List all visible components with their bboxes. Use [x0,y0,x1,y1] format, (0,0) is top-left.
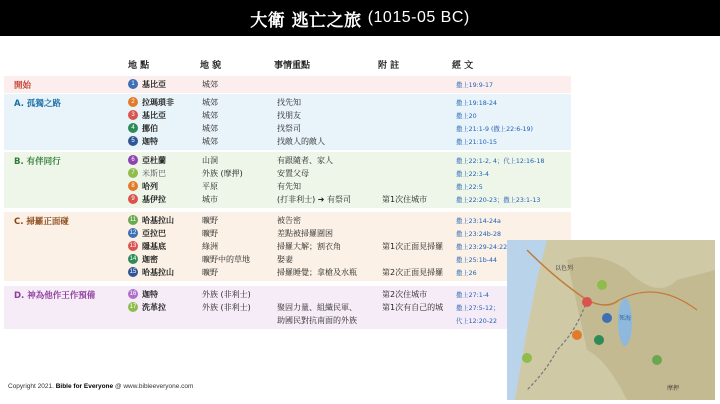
place-name: 哈基拉山 [142,216,174,225]
territory-cell: 曠野中的草地 [202,255,250,264]
scripture-ref[interactable]: 撒上21:1-9 (撒上22:6-19) [456,126,533,133]
stop-number-badge: 15 [129,269,137,275]
table-row [4,135,571,148]
place-name: 哈列 [142,182,158,191]
stop-number-badge: 17 [129,304,137,310]
territory-cell: 城郊 [202,111,218,120]
section-4 [4,286,571,329]
section-label: B. 有伴同行 [14,157,61,167]
table-row [4,78,571,91]
scripture-ref[interactable]: 撒上19:18-24 [456,100,498,107]
header-note: 附 註 [378,61,400,71]
place-name: 亞拉巴 [142,229,166,238]
territory-cell: 城郊 [202,137,218,146]
territory-cell: 外族 (非利士) [202,303,251,312]
territory-cell: 曠野 [202,229,218,238]
event-cell: 有先知 [277,182,301,191]
event-cell: 差點被掃羅圍困 [277,229,333,238]
place-name: 迦特 [142,290,158,299]
section-3 [4,212,574,281]
event-cell: 被告密 [277,216,301,225]
event-cell: 掃羅大解；割衣角 [277,242,341,251]
stop-number-badge: 4 [128,123,138,133]
territory-cell: 曠野 [202,216,218,225]
event-cell: 找敵人的敵人 [277,137,325,146]
table-row [4,253,571,266]
scripture-ref[interactable]: 撒上21:10-15 [456,139,498,146]
stop-number-badge: 7 [128,168,138,178]
footer-site: @ www.bibleeveryone.com [114,383,194,390]
place-name: 哈基拉山 [142,268,174,277]
note-cell: 第2次住城市 [382,290,428,299]
footer-copyright: Copyright 2021. [8,383,54,390]
route-map [507,240,715,400]
place-name: 基伊拉 [142,195,166,204]
stop-number-badge: 9 [128,194,138,204]
event-cell: 安置父母 [277,169,309,178]
territory-cell: 綠洲 [202,242,218,251]
table-row [4,167,571,180]
section-label: D. 神為他作王作預備 [14,291,96,301]
scripture-ref[interactable]: 撒上27:1-4 [456,292,490,299]
note-cell: 第1次有自己的城 [382,303,444,312]
table-row [4,96,571,109]
stop-number-badge: 6 [128,155,138,165]
event-cell: 有跟隨者、家人 [277,156,333,165]
scripture-ref[interactable]: 撒上22:3-4 [456,171,490,178]
stop-number-badge: 8 [128,181,138,191]
stop-number-badge: 13 [129,243,137,249]
territory-cell: 平原 [202,182,218,191]
header-place: 地 點 [128,61,150,71]
scripture-ref[interactable]: 撒上22:1-2, 4；代上12:16-18 [456,158,545,165]
table-row [4,227,571,240]
stop-number-badge: 1 [128,79,138,89]
territory-cell: 城郊 [202,80,218,89]
table-row [4,180,571,193]
table-row [4,154,571,167]
stop-number-badge: 11 [129,217,137,223]
map-label-israel: 以色列 [555,265,574,272]
territory-cell: 城郊 [202,98,218,107]
header-scripture: 經 文 [452,61,474,71]
event-cell: 找先知 [277,98,301,107]
table-row [4,214,571,227]
section-1 [4,94,571,150]
place-name: 挪伯 [142,124,158,133]
header-event: 事情重點 [274,61,311,71]
footer [8,383,193,390]
table-row [4,240,571,253]
stop-number-badge: 2 [128,97,138,107]
scripture-ref[interactable]: 撒上27:5-12； [456,305,500,312]
header-territory: 地 貌 [200,61,222,71]
scripture-ref[interactable]: 撒上23:29-24:22 [456,244,508,251]
territory-cell: 外族 (非利士) [202,290,251,299]
territory-cell: 城市 [202,195,218,204]
scripture-ref[interactable]: 撒上20 [456,113,477,120]
stop-number-badge: 5 [128,136,138,146]
event-cell: 聚固力量、組織民軍、 [277,303,357,312]
place-name: 基比亞 [142,111,166,120]
stop-number-badge: 3 [128,110,138,120]
page-title-years: (1015-05 BC) [367,9,470,26]
event-cell: 找祭司 [277,124,301,133]
section-label: C. 掃羅正面碰 [14,217,69,227]
event-cell: 娶妻 [277,255,293,264]
place-name: 迦密 [142,255,158,264]
territory-cell: 外族 (摩押) [202,169,243,178]
place-name: 拉瑪瑣非 [142,98,174,107]
scripture-ref[interactable]: 撒上19:9-17 [456,82,494,89]
place-name: 迦特 [142,137,158,146]
title-bar [0,0,720,36]
place-name: 米斯巴 [142,169,166,178]
note-cell: 第2次正面見掃羅 [382,268,444,277]
map-label-dead-sea: 死海 [618,315,632,322]
page-title: 大衛 逃亡之旅 [250,10,362,31]
stop-number-badge: 16 [129,291,137,297]
table-row [4,109,571,122]
event-cell: (打非利士) ➜ 有祭司 [277,195,352,204]
place-name: 隱基底 [142,242,166,251]
event-cell: 助國民對抗南面的外族 [277,316,357,325]
table-row [4,314,571,327]
territory-cell: 曠野 [202,268,218,277]
dead-sea-shape [618,298,632,346]
table-row [4,122,571,135]
table-row [4,288,571,301]
event-cell: 找朋友 [277,111,301,120]
section-2 [4,152,571,208]
map-label-moab: 摩押 [667,385,680,392]
scripture-ref[interactable]: 撒上23:14-24a [456,218,501,225]
scripture-ref[interactable]: 撒上22:20-23；撒上23:1-13 [456,197,541,204]
event-cell: 掃羅睡覺；拿槍及水瓶 [277,268,357,277]
scripture-ref[interactable]: 撒上22:5 [456,184,483,191]
scripture-ref[interactable]: 代上12:20-22 [456,318,498,325]
scripture-ref[interactable]: 撒上23:24b-28 [456,231,502,238]
table-row [4,301,571,314]
section-label: A. 孤獨之路 [14,99,61,109]
scripture-ref[interactable]: 撒上25:1b-44 [456,257,498,264]
place-name: 亞杜蘭 [142,156,166,165]
section-0 [4,76,571,93]
stop-number-badge: 12 [129,230,137,236]
territory-cell: 城郊 [202,124,218,133]
section-label: 開始 [14,81,32,91]
place-name: 洗革拉 [142,303,166,312]
note-cell: 第1次住城市 [382,195,428,204]
table-row [4,193,571,206]
table-row [4,265,574,279]
scripture-ref[interactable]: 撒上26 [456,270,477,277]
territory-cell: 山洞 [202,156,218,165]
stop-number-badge: 14 [129,256,137,262]
footer-brand: Bible for Everyone [55,383,114,390]
place-name: 基比亞 [142,80,166,89]
note-cell: 第1次正面見掃羅 [382,242,444,251]
